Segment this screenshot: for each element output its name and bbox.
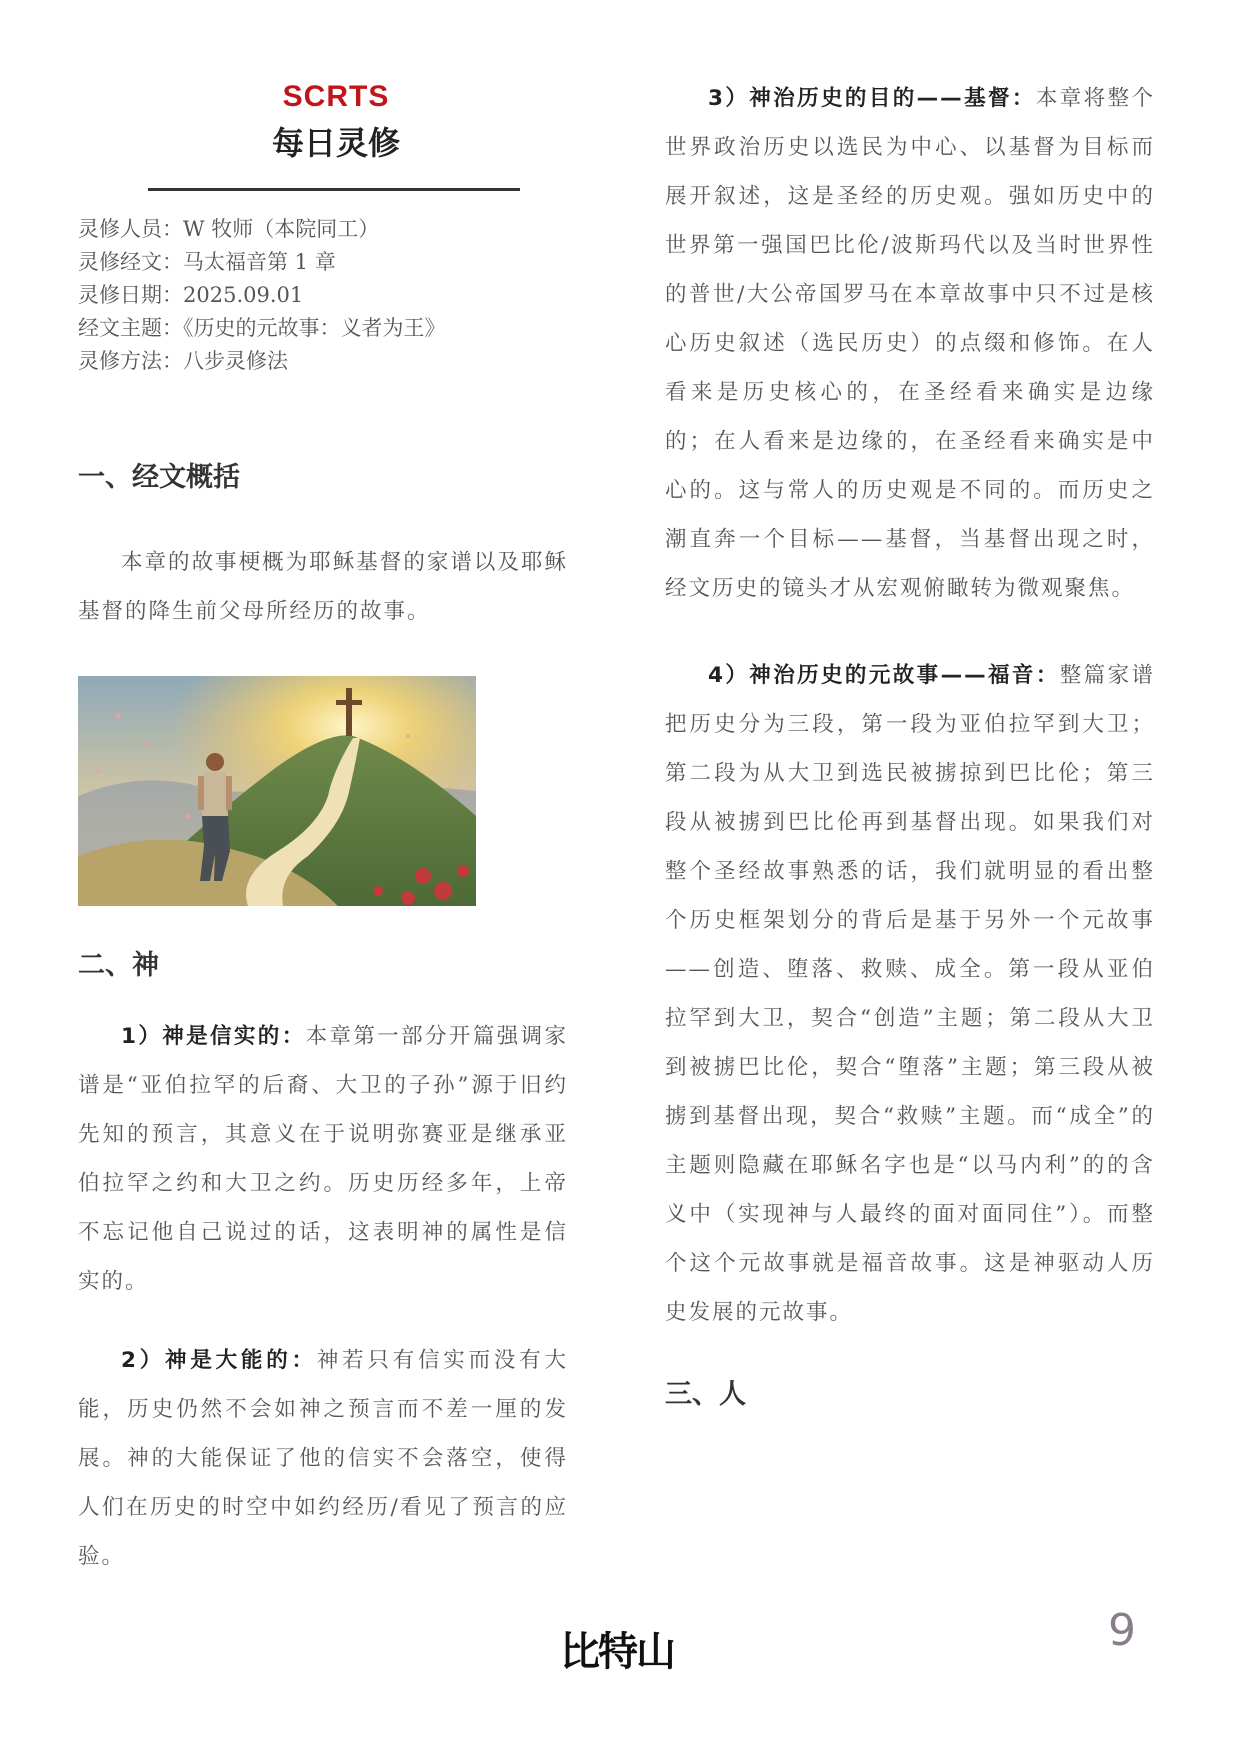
god-history-purpose-text: 本章将整个世界政治历史以选民为中心、以基督为目标而展开叙述，这是圣经的历史观。强如历史中的世界第一强国巴比伦/波斯玛代以及当时世界性的普世/大公帝国罗马在本章故事中只不过是核心历史叙述（选民历史）的点缀和修饰。在人看来是历史核心的，在圣经看来确实是边缘的；在人看来是边缘的，在圣经看来确实是中心的。这与常人的历史观是不同的。而历史之潮直奔一个目标——基督，当基督出现之时，经文历史的镜头才从宏观俯瞰转为微观聚焦。: [665, 86, 1155, 601]
page-number: 9: [1108, 1605, 1136, 1656]
cross-hill-image: [78, 676, 476, 906]
cross-icon: [346, 688, 352, 736]
meta-date: 灵修日期：2025.09.01: [78, 283, 304, 307]
meta-method: 灵修方法：八步灵修法: [78, 349, 288, 373]
god-faithful-paragraph: [78, 1012, 568, 1306]
page-title: 每日灵修: [271, 124, 400, 162]
devotion-meta: [78, 213, 568, 378]
god-history-purpose-paragraph: [665, 74, 1155, 613]
cross-hill-illustration: [78, 676, 476, 906]
section-heading-man: 三、人: [665, 1379, 746, 1410]
meta-theme: 经文主题：《历史的元故事：义者为王》: [78, 316, 446, 340]
god-history-purpose-lead: 3）神治历史的目的——基督：: [708, 86, 1036, 111]
brand-label: SCRTS: [282, 80, 390, 113]
summary-paragraph: 本章的故事梗概为耶稣基督的家谱以及耶稣基督的降生前父母所经历的故事。: [78, 550, 568, 624]
title-divider: [148, 188, 520, 191]
meta-person: 灵修人员：W 牧师（本院同工）: [78, 217, 380, 241]
god-meta-story-lead: 4）神治历史的元故事——福音：: [708, 663, 1060, 688]
god-faithful-lead: 1）神是信实的：: [121, 1024, 306, 1049]
god-meta-story-paragraph: [665, 651, 1155, 1337]
meta-scripture: 灵修经文：马太福音第 1 章: [78, 250, 336, 274]
left-column: [78, 78, 568, 1581]
god-mighty-lead: 2）神是大能的：: [121, 1348, 317, 1373]
god-faithful-text: 本章第一部分开篇强调家谱是“亚伯拉罕的后裔、大卫的子孙”源于旧约先知的预言，其意义在于说明弥赛亚是继承亚伯拉罕之约和大卫之约。历史历经多年，上帝不忘记他自己说过的话，这表明神的属性是信实的。: [78, 1024, 568, 1294]
section-heading-summary: 一、经文概括: [78, 462, 240, 493]
right-column: [665, 74, 1155, 1415]
god-mighty-text: 神若只有信实而没有大能，历史仍然不会如神之预言而不差一厘的发展。神的大能保证了他的信实不会落空，使得人们在历史的时空中如约经历/看见了预言的应验。: [78, 1348, 568, 1569]
god-mighty-paragraph: [78, 1336, 568, 1581]
god-meta-story-text: 整篇家谱把历史分为三段，第一段为亚伯拉罕到大卫；第二段为从大卫到选民被掳掠到巴比伦；第三段从被掳到巴比伦再到基督出现。如果我们对整个圣经故事熟悉的话，我们就明显的看出整个历史框架划分的背后是基于另外一个元故事——创造、堕落、救赎、成全。第一段从亚伯拉罕到大卫，契合“创造”主题；第二段从大卫到被掳巴比伦，契合“堕落”主题；第三段从被掳到基督出现，契合“救赎”主题。而“成全”的主题则隐藏在耶稣名字也是“以马内利”的的含义中（实现神与人最终的面对面同住”）。而整个这个元故事就是福音故事。这是神驱动人历史发展的元故事。: [665, 663, 1155, 1325]
footer-logo: 比特山: [560, 1629, 674, 1675]
section-heading-god: 二、神: [78, 950, 159, 981]
